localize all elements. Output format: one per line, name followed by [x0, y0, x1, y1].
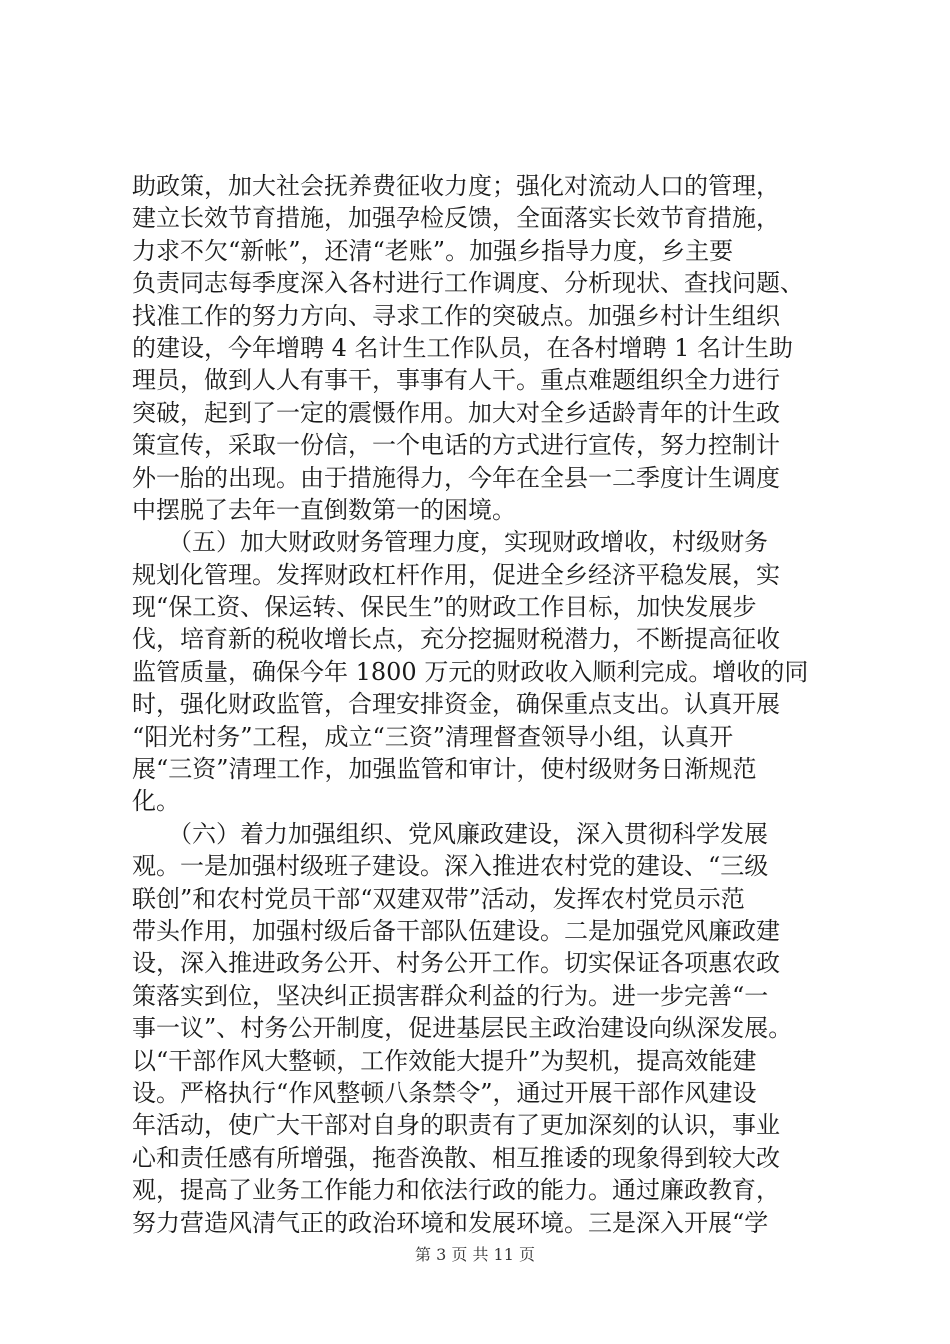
text-line: 带头作用，加强村级后备干部队伍建设。二是加强党风廉政建: [132, 916, 780, 945]
text-line: 现“保工资、保运转、保民生”的财政工作目标，加快发展步: [132, 593, 757, 622]
text-line: 理员，做到人人有事干，事事有人干。重点难题组织全力进行: [132, 366, 780, 395]
text-line: 年活动，使广大干部对自身的职责有了更加深刻的认识，事业: [132, 1111, 780, 1140]
text-line: 监管质量，确保今年 1800 万元的财政收入顺利完成。增收的同: [132, 657, 809, 686]
text-line: 观，提高了业务工作能力和依法行政的能力。通过廉政教育，: [132, 1176, 780, 1205]
text-line: 突破，起到了一定的震慑作用。加大对全乡适龄青年的计生政: [132, 398, 780, 427]
text-line: 伐，培育新的税收增长点，充分挖掘财税潜力，不断提高征收: [132, 625, 780, 654]
text-line: 策落实到位，坚决纠正损害群众利益的行为。进一步完善“一: [132, 981, 769, 1010]
text-line: 助政策，加大社会抚养费征收力度；强化对流动人口的管理，: [132, 172, 780, 200]
text-line: 联创”和农村党员干部“双建双带”活动，发挥农村党员示范: [132, 884, 745, 913]
text-line: 外一胎的出现。由于措施得力，今年在全县一二季度计生调度: [132, 463, 780, 492]
text-line: （五）加大财政财务管理力度，实现财政增收，村级财务: [132, 528, 768, 557]
text-line: 的建设，今年增聘 4 名计生工作队员，在各村增聘 1 名计生助: [132, 333, 794, 362]
text-line: 观。一是加强村级班子建设。深入推进农村党的建设、“三级: [132, 852, 769, 881]
text-line: 找准工作的努力方向、寻求工作的突破点。加强乡村计生组织: [132, 301, 780, 330]
text-line: 展“三资”清理工作，加强监管和审计，使村级财务日渐规范: [132, 755, 757, 784]
text-line: “阳光村务”工程，成立“三资”清理督查领导小组，认真开: [132, 722, 734, 751]
text-line: 中摆脱了去年一直倒数第一的困境。: [132, 495, 516, 524]
body-text: [132, 170, 832, 1239]
text-line: 建立长效节育措施，加强孕检反馈，全面落实长效节育措施，: [132, 204, 780, 233]
text-line: 努力营造风清气正的政治环境和发展环境。三是深入开展“学: [132, 1208, 769, 1237]
text-line: 负责同志每季度深入各村进行工作调度、分析现状、查找问题、: [132, 269, 804, 298]
text-line: 事一议”、村务公开制度，促进基层民主政治建设向纵深发展。: [132, 1014, 793, 1043]
text-line: 规划化管理。发挥财政杠杆作用，促进全乡经济平稳发展，实: [132, 560, 780, 589]
text-line: 心和责任感有所增强，拖沓涣散、相互推诿的现象得到较大改: [132, 1143, 780, 1172]
text-line: 化。: [132, 787, 180, 816]
text-line: 策宣传，采取一份信，一个电话的方式进行宣传，努力控制计: [132, 431, 780, 460]
text-line: 时，强化财政监管，合理安排资金，确保重点支出。认真开展: [132, 690, 780, 719]
text-line: （六）着力加强组织、党风廉政建设，深入贯彻科学发展: [132, 819, 768, 848]
text-line: 设，深入推进政务公开、村务公开工作。切实保证各项惠农政: [132, 949, 780, 978]
text-line: 设。严格执行“作风整顿八条禁令”，通过开展干部作风建设: [132, 1078, 757, 1107]
page-footer: 第 3 页 共 11 页: [415, 1245, 535, 1264]
text-line: 力求不欠“新帐”，还清“老账”。加强乡指导力度，乡主要: [132, 236, 734, 265]
text-line: 以“干部作风大整顿，工作效能大提升”为契机，提高效能建: [132, 1046, 757, 1075]
